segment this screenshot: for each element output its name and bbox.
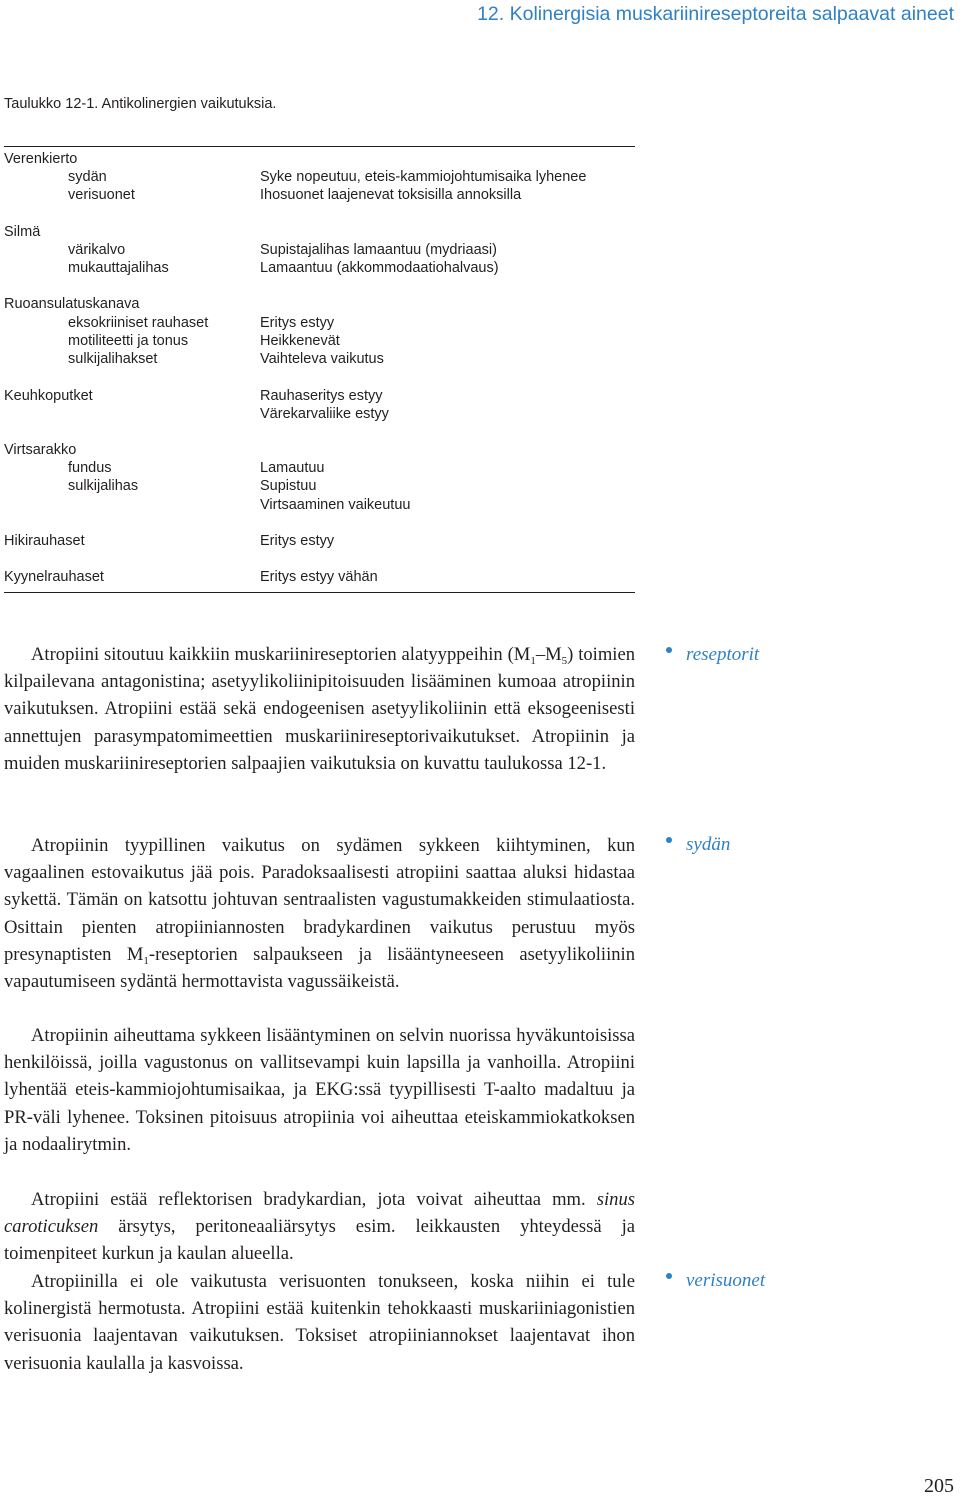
table-item-cell: fundus — [68, 460, 112, 476]
body-paragraph-3: Atropiinin aiheuttama sykkeen lisääntyminen on selvin nuorissa hyväkuntoisissa henkilöissä, joilla vagustonus on vallitsevampi kuin lapsilla ja vanhoilla. Atropiini lyhentää eteis-kammiojohtumisaikaa, ja EKG:ssä tyypillisesti T-aalto madaltuu ja PR-väli lyhenee. Toksinen pitoisuus atropiinia voi aiheuttaa eteiskammiokatkoksen ja nodaalirytmin. — [4, 1025, 635, 1155]
table-effect-cell: Supistuu — [260, 478, 317, 494]
table-effect-cell: Syke nopeutuu, eteis-kammiojohtumisaika lyhenee — [260, 169, 587, 185]
table-item-cell: motiliteetti ja tonus — [68, 333, 189, 349]
table-category-cell: Verenkierto — [4, 151, 78, 167]
table-effect-cell: Eritys estyy — [260, 533, 335, 549]
table-caption: Taulukko 12-1. Antikolinergien vaikutuksia. — [4, 96, 277, 112]
table-category-cell: Virtsarakko — [4, 442, 77, 458]
body-paragraph-1: Atropiini sitoutuu kaikkiin muskariinireseptorien alatyyppeihin $(M_1-M_5)$ toimien kilpailevana antagonistina; asetyylikoliinipitoisuuden lisääminen kumoaa atropiinin vaikutuksen. Atropiini estää sekä endogeenisen asetyylikoliinin että eksogeenisesti annettujen parasympatomimeettien muskariinireseptorivaikutukset. Atropiinin ja muiden muskariinireseptorien salpaajien vaikutuksia on kuvattu taulukossa 12-1. — [4, 644, 635, 774]
table-category-cell: Ruoansulatuskanava — [4, 296, 140, 312]
table-item-cell: sulkijalihakset — [68, 351, 158, 367]
chapter-header: 12. Kolinergisia muskariinireseptoreita salpaavat aineet — [477, 3, 954, 25]
table-effect-cell: Eritys estyy vähän — [260, 569, 378, 585]
body-paragraph-5: Atropiinilla ei ole vaikutusta verisuonten tonukseen, koska niihin ei tule kolinergistä hermotusta. Atropiini estää kuitenkin tehokkaasti muskariiniagonistien verisuonia laajentavan vaikutuksen. Toksiset atropiiniannokset laajentavat ihon verisuonia kaulalla ja kasvoissa. — [4, 1271, 635, 1374]
table-effect-cell: Supistajalihas lamaantuu (mydriaasi) — [260, 242, 497, 258]
table-effect-cell: Rauhaseritys estyy — [260, 388, 383, 404]
table-effect-cell: Lamautuu — [260, 460, 325, 476]
table-item-cell: sydän — [68, 169, 107, 185]
table-bottom-rule — [4, 592, 635, 593]
bullet-icon — [666, 647, 672, 653]
table-category-cell: Kyynelrauhaset — [4, 569, 104, 585]
table-effect-cell: Vaihteleva vaikutus — [260, 351, 384, 367]
table-effect-cell: Heikkenevät — [260, 333, 340, 349]
table-item-cell: mukauttajalihas — [68, 260, 169, 276]
table-item-cell: eksokriiniset rauhaset — [68, 315, 209, 331]
table-top-rule — [4, 146, 635, 147]
table-item-cell: värikalvo — [68, 242, 126, 258]
table-category-cell: Keuhkoputket — [4, 388, 93, 404]
body-paragraph-2: Atropiinin tyypillinen vaikutus on sydämen sykkeen kiihtyminen, kun vagaalinen estovaikutus jää pois. Paradoksaalisesti atropiini saattaa aluksi hidastaa sykettä. Tämän on katsottu johtuvan sentraalisten vagustumakkeiden stimulaatiosta. Osittain pienten atropiiniannosten bradykardinen vaikutus perustuu myös presynaptisten $M_1$-reseptorien salpaukseen ja lisääntyneeseen asetyylikoliinin vapautumiseen sydäntä hermottavista vagussäikeistä. — [4, 835, 635, 993]
margin-note-verisuonet: verisuonet — [666, 1270, 765, 1292]
table-effect-cell: Lamaantuu (akkommodaatiohalvaus) — [260, 260, 499, 276]
table-effect-cell: Eritys estyy — [260, 315, 335, 331]
bullet-icon — [666, 837, 672, 843]
body-paragraph-4: Atropiini estää reflektorisen bradykardian, jota voivat aiheuttaa mm. sinus caroticuksen ärsytys, peritoneaaliärsytys esim. leikkausten yhteydessä ja toimenpiteet kurkun ja kaulan alueella. — [4, 1189, 635, 1265]
table-item-cell: sulkijalihas — [68, 478, 139, 494]
margin-note-reseptorit: reseptorit — [666, 644, 759, 666]
table-effect-cell: Ihosuonet laajenevat toksisilla annoksilla — [260, 187, 522, 203]
margin-note-sydan: sydän — [666, 834, 730, 856]
table-category-cell: Hikirauhaset — [4, 533, 85, 549]
page-number: 205 — [924, 1475, 954, 1497]
table-category-cell: Silmä — [4, 224, 41, 240]
table-effect-cell: Värekarvaliike estyy — [260, 406, 389, 422]
table-item-cell: verisuonet — [68, 187, 135, 203]
table-effect-cell: Virtsaaminen vaikeutuu — [260, 497, 411, 513]
bullet-icon — [666, 1273, 672, 1279]
